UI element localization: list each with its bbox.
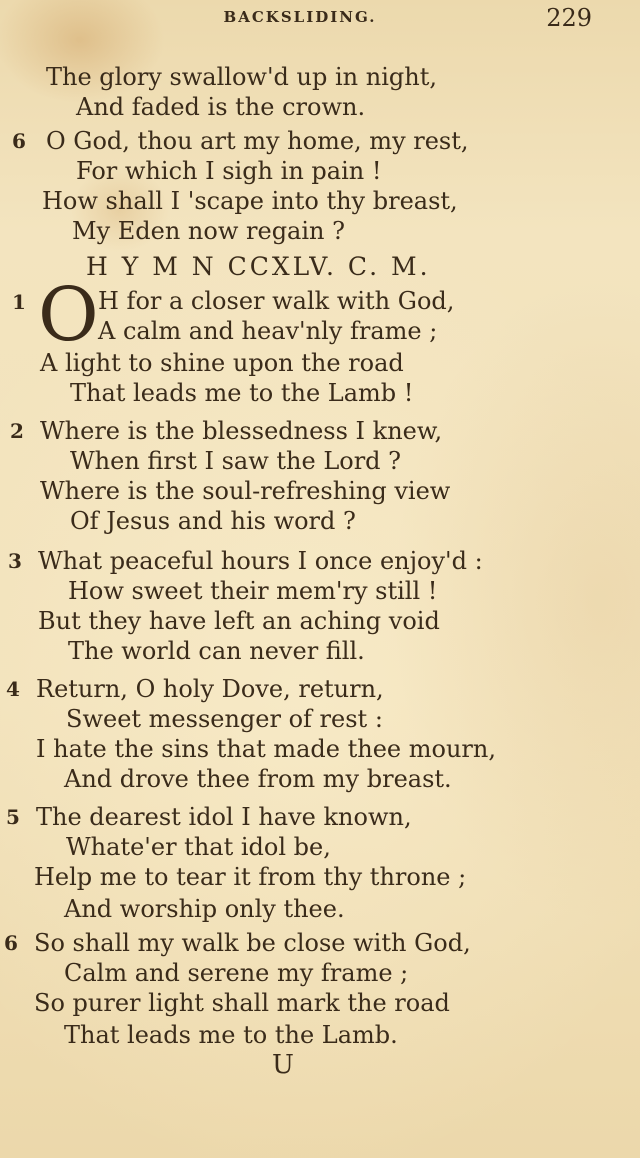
verse-text: O God, thou art my home, my rest, [46,127,469,155]
verse-line: A calm and heav'nly frame ; [98,317,438,345]
verse-line: Sweet messenger of rest : [66,705,383,733]
drop-cap: O [38,272,99,358]
hymn-title: H Y M N CCXLV. C. M. [86,252,431,281]
verse-number: 3 [8,549,22,573]
verse-text: What peaceful hours I once enjoy'd : [38,547,483,575]
verse-line: Help me to tear it from thy throne ; [34,863,467,891]
verse-line: For which I sigh in pain ! [76,157,382,185]
verse-line: And drove thee from my breast. [64,765,452,793]
verse-text: Return, O holy Dove, return, [36,675,384,703]
verse-line [8,546,483,576]
verse-line: That leads me to the Lamb ! [70,379,414,407]
verse-line: Where is the soul-refreshing view [40,477,451,505]
verse-line [4,928,471,958]
verse-line: The world can never fill. [68,637,365,665]
verse-line: And faded is the crown. [76,93,366,121]
verse-line: Whate'er that idol be, [66,833,331,861]
verse-number: 6 [4,931,18,955]
verse-number: 5 [6,805,20,829]
verse-line: How shall I 'scape into thy breast, [42,187,458,215]
verse-line [6,802,412,832]
verse-number: 2 [10,419,24,443]
verse-line [10,416,443,446]
verse-line: But they have left an aching void [38,607,440,635]
verse-line: My Eden now regain ? [72,217,345,245]
verse-line: How sweet their mem'ry still ! [68,577,438,605]
verse-number: 1 [12,290,26,314]
page-number: 229 [546,4,592,32]
verse-line: And worship only thee. [64,895,345,923]
verse-line: A light to shine upon the road [40,349,404,377]
verse-line: Calm and serene my frame ; [64,959,409,987]
verse-line: H for a closer walk with God, [98,287,455,315]
verse-number: 6 [12,129,26,153]
verse-line: That leads me to the Lamb. [64,1021,398,1049]
verse-text: So shall my walk be close with God, [34,929,471,957]
signature-mark: U [272,1050,294,1080]
verse-number: 4 [6,677,20,701]
verse-line: The glory swallow'd up in night, [46,63,437,91]
verse-text: The dearest idol I have known, [36,803,412,831]
verse-line: When first I saw the Lord ? [70,447,402,475]
verse-line: So purer light shall mark the road [34,989,450,1017]
verse-text: Where is the blessedness I knew, [40,417,443,445]
verse-line: I hate the sins that made thee mourn, [36,735,496,763]
verse-line: Of Jesus and his word ? [70,507,356,535]
verse-line [12,126,469,156]
verse-line [6,674,384,704]
running-title: BACKSLIDING. [223,8,377,26]
